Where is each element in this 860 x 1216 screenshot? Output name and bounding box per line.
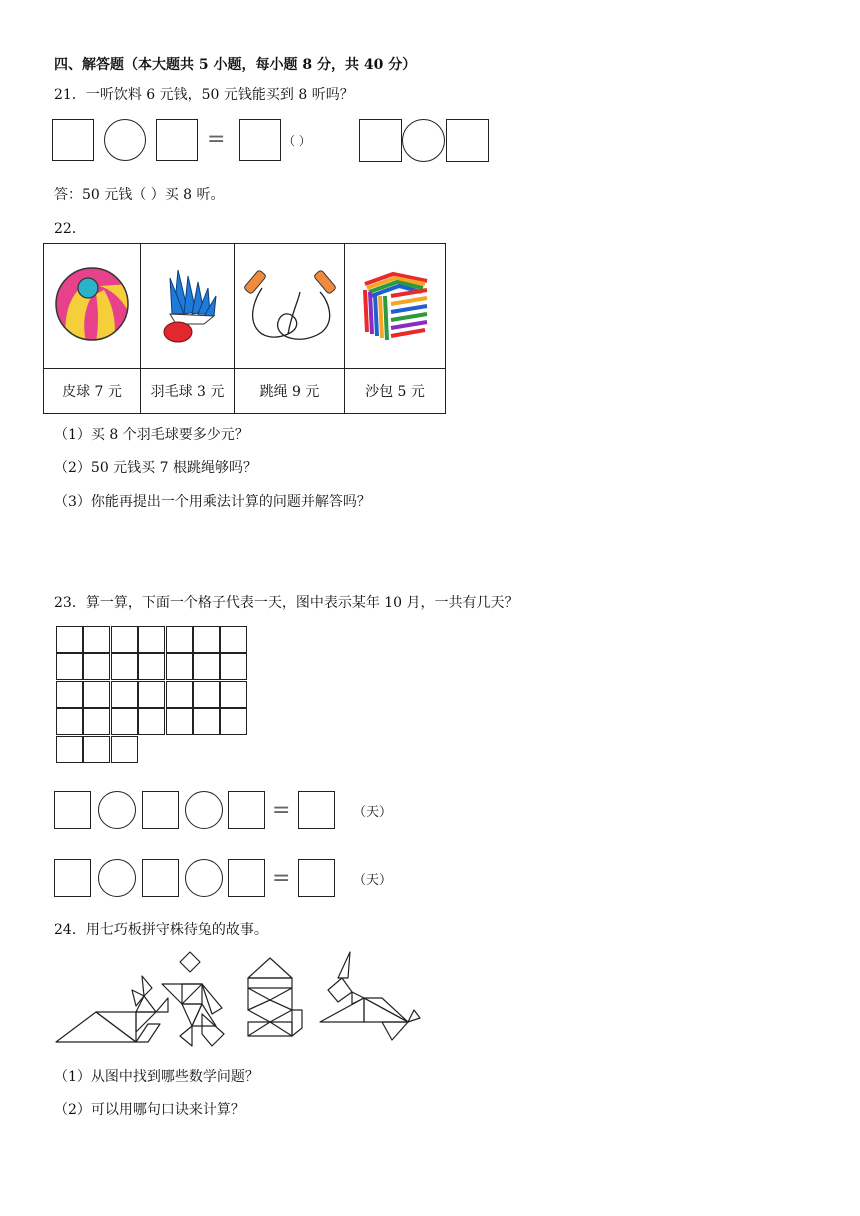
- equals-sign: =: [207, 127, 226, 152]
- operator-circle[interactable]: [185, 791, 223, 829]
- operator-circle[interactable]: [402, 119, 445, 162]
- day-cell: [56, 736, 83, 763]
- answer-box[interactable]: [228, 791, 265, 829]
- day-cell: [193, 681, 220, 708]
- unit-label: （天）: [353, 805, 393, 820]
- price-table: [43, 243, 446, 414]
- day-cell: [111, 626, 138, 653]
- day-cell: [83, 626, 110, 653]
- answer-box[interactable]: [54, 859, 91, 897]
- day-cell: [56, 626, 83, 653]
- tangram-rabbit-lying: [56, 976, 168, 1042]
- ball-cell: [44, 244, 141, 369]
- price-label: 皮球 7 元: [44, 369, 141, 414]
- q21-question: 21．一听饮料 6 元钱，50 元钱能买到 8 听吗？: [54, 87, 354, 103]
- shuttlecock-cell: [141, 244, 235, 369]
- jump-rope-cell: [235, 244, 345, 369]
- day-cell: [83, 653, 110, 680]
- q22-sub-1: （1）买 8 个羽毛球要多少元？: [54, 427, 249, 443]
- answer-box[interactable]: [446, 119, 489, 162]
- day-cell: [111, 708, 138, 735]
- day-cell: [166, 653, 193, 680]
- jump-rope-icon: [240, 262, 340, 346]
- day-cell: [193, 708, 220, 735]
- day-cell: [83, 681, 110, 708]
- answer-box[interactable]: [54, 791, 91, 829]
- q22-sub-2: （2）50 元钱买 7 根跳绳够吗？: [54, 460, 257, 476]
- q24-sub-1: （1）从图中找到哪些数学问题？: [54, 1069, 259, 1085]
- q21-answer: 答：50 元钱（ ）买 8 听。: [54, 187, 225, 203]
- day-cell: [138, 708, 165, 735]
- day-cell: [111, 653, 138, 680]
- tangram-stump: [248, 958, 302, 1036]
- answer-box[interactable]: [156, 119, 198, 161]
- day-cell: [111, 736, 138, 763]
- tangram-farmer: [162, 952, 224, 1046]
- answer-box[interactable]: [52, 119, 94, 161]
- day-cell: [220, 653, 247, 680]
- day-cell: [166, 626, 193, 653]
- equals-sign: =: [272, 798, 291, 823]
- day-cell: [56, 653, 83, 680]
- price-label: 沙包 5 元: [345, 369, 446, 414]
- sandbag-icon: [353, 262, 437, 346]
- day-cell: [193, 653, 220, 680]
- equals-sign: =: [272, 866, 291, 891]
- day-cell: [56, 681, 83, 708]
- tangram-rabbit-sitting: [320, 952, 420, 1040]
- section-title: 四、解答题（本大题共 5 小题，每小题 8 分，共 40 分）: [54, 57, 417, 73]
- day-cell: [220, 681, 247, 708]
- answer-box[interactable]: [142, 791, 179, 829]
- answer-box[interactable]: [239, 119, 281, 161]
- operator-circle[interactable]: [185, 859, 223, 897]
- q24-sub-2: （2）可以用哪句口诀来计算？: [54, 1102, 245, 1118]
- day-cell: [220, 626, 247, 653]
- answer-box[interactable]: [142, 859, 179, 897]
- answer-box[interactable]: [228, 859, 265, 897]
- price-label: 羽毛球 3 元: [141, 369, 235, 414]
- operator-circle[interactable]: [98, 859, 136, 897]
- answer-box[interactable]: [298, 791, 335, 829]
- answer-box[interactable]: [359, 119, 402, 162]
- day-cell: [56, 708, 83, 735]
- q24-question: 24．用七巧板拼守株待兔的故事。: [54, 922, 268, 938]
- operator-circle[interactable]: [98, 791, 136, 829]
- operator-circle[interactable]: [104, 119, 146, 161]
- day-cell: [166, 708, 193, 735]
- q22-sub-3: （3）你能再提出一个用乘法计算的问题并解答吗？: [54, 494, 371, 510]
- day-cell: [166, 681, 193, 708]
- remainder-paren: （ ）: [283, 134, 311, 148]
- day-cell: [83, 708, 110, 735]
- tangram-figures: [52, 948, 422, 1053]
- shuttlecock-icon: [148, 262, 228, 346]
- unit-label: （天）: [353, 873, 393, 888]
- price-label: 跳绳 9 元: [235, 369, 345, 414]
- day-cell: [83, 736, 110, 763]
- ball-icon: [52, 264, 132, 344]
- day-cell: [138, 626, 165, 653]
- answer-box[interactable]: [298, 859, 335, 897]
- q23-question: 23．算一算，下面一个格子代表一天，图中表示某年 10 月，一共有几天？: [54, 595, 519, 611]
- q22-number: 22．: [54, 221, 86, 237]
- sandbag-cell: [345, 244, 446, 369]
- day-cell: [111, 681, 138, 708]
- day-cell: [220, 708, 247, 735]
- day-cell: [138, 653, 165, 680]
- day-cell: [193, 626, 220, 653]
- day-cell: [138, 681, 165, 708]
